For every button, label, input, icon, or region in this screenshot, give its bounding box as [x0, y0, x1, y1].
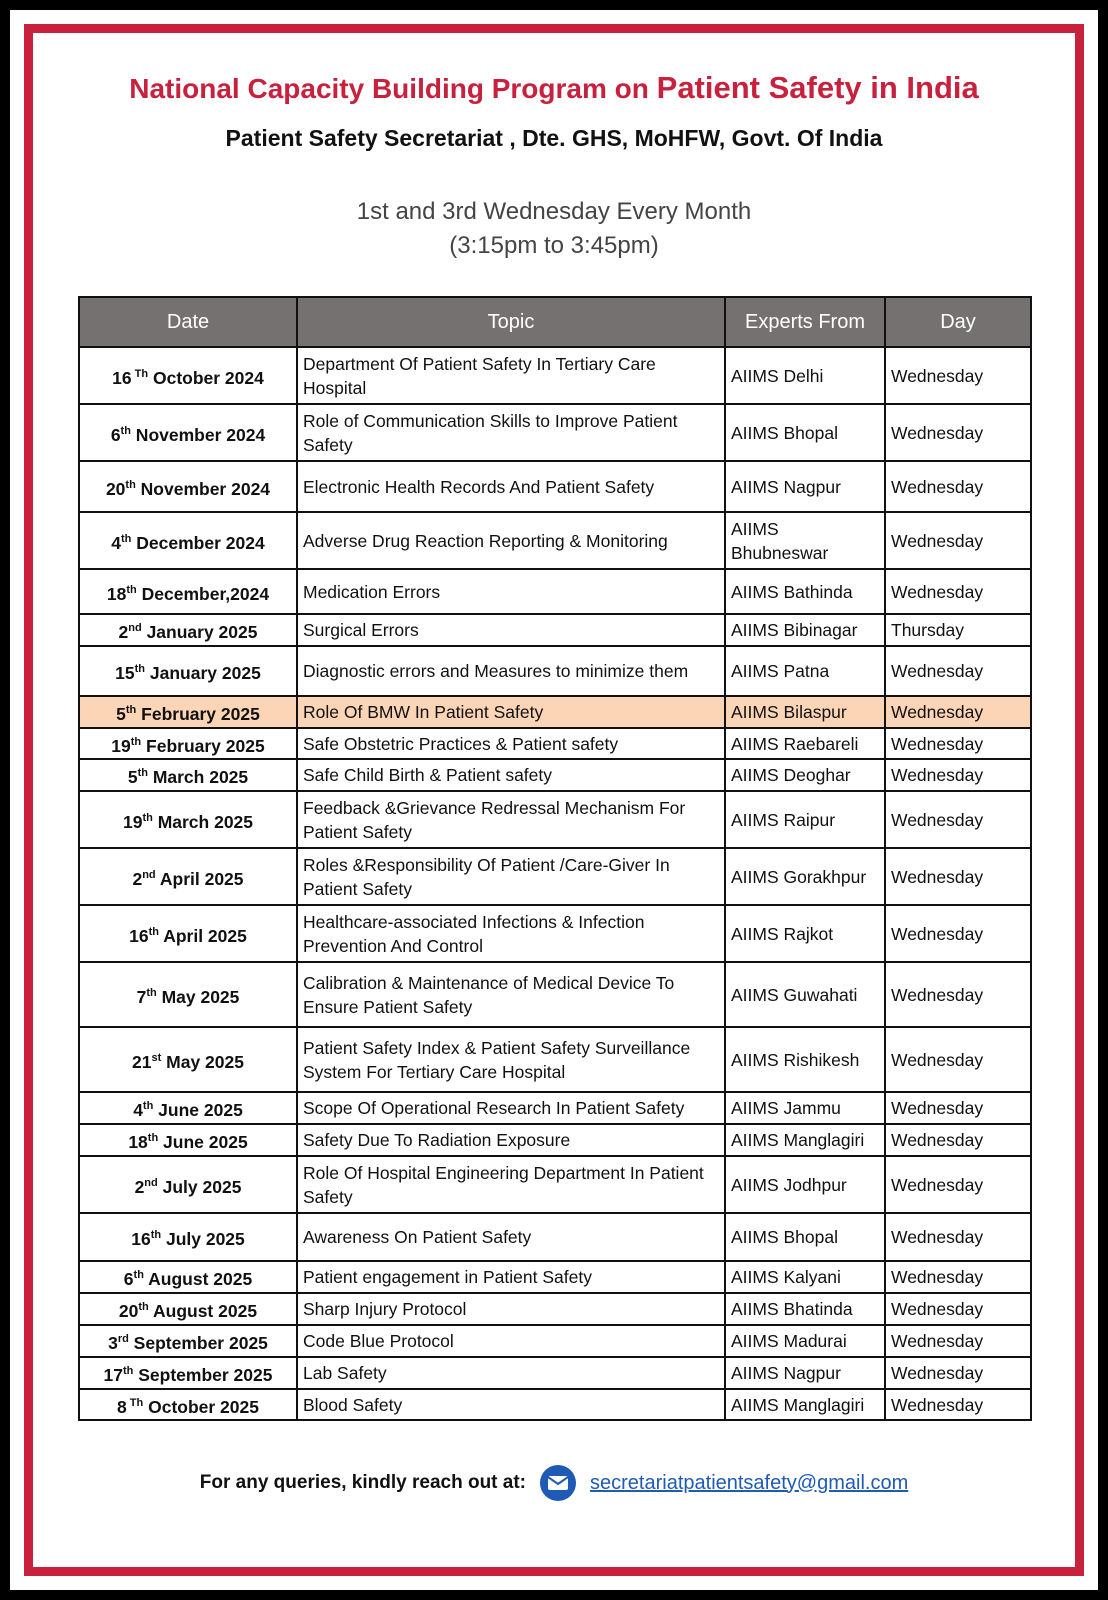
- date-suffix: th: [126, 583, 137, 596]
- date-month-year: October 2025: [143, 1396, 259, 1417]
- date-day: 19: [122, 811, 143, 832]
- table-row: [79, 905, 1031, 962]
- table-row: [79, 728, 1031, 760]
- table-row: [79, 962, 1031, 1027]
- cell-date: [79, 1325, 297, 1357]
- date-day: 20: [118, 1300, 139, 1321]
- cell-day: Wednesday: [885, 646, 1031, 696]
- cell-day: Wednesday: [885, 962, 1031, 1027]
- date-suffix: th: [137, 767, 148, 780]
- table-row: [79, 347, 1031, 404]
- cell-experts: AIIMS Madurai: [725, 1325, 885, 1357]
- schedule-line-1: 1st and 3rd Wednesday Every Month: [356, 198, 752, 225]
- table-row: [79, 1027, 1031, 1092]
- cell-topic: Adverse Drug Reaction Reporting & Monitoring: [297, 512, 725, 569]
- date-day: 18: [106, 583, 127, 604]
- date-day: 2: [118, 621, 129, 642]
- cell-date: [79, 1156, 297, 1213]
- date-day: 15: [115, 662, 135, 683]
- date-day: 6: [110, 424, 121, 445]
- date-day: 5: [127, 767, 138, 788]
- col-header-date: Date: [79, 297, 297, 347]
- table-row: [79, 614, 1031, 646]
- cell-experts: AIIMS Jodhpur: [725, 1156, 885, 1213]
- cell-day: Wednesday: [885, 1357, 1031, 1389]
- date-month-year: July 2025: [157, 1176, 242, 1197]
- cell-date: [79, 1389, 297, 1421]
- cell-day: Wednesday: [885, 728, 1031, 760]
- cell-date: [79, 347, 297, 404]
- cell-date: [79, 962, 297, 1027]
- cell-day: Wednesday: [885, 1213, 1031, 1261]
- cell-day: Wednesday: [885, 1092, 1031, 1124]
- page-subtitle: Patient Safety Secretariat , Dte. GHS, MoHFW, Govt. Of India: [225, 125, 883, 151]
- date-month-year: February 2025: [136, 703, 260, 724]
- cell-topic: Safety Due To Radiation Exposure: [297, 1124, 725, 1156]
- date-suffix: th: [125, 703, 137, 716]
- cell-day: Wednesday: [885, 759, 1031, 791]
- cell-day: Wednesday: [885, 569, 1031, 614]
- cell-date: [79, 696, 297, 728]
- cell-day: Thursday: [885, 614, 1031, 646]
- col-header-day: Day: [885, 297, 1031, 347]
- date-suffix: th: [142, 1100, 154, 1113]
- cell-topic: Code Blue Protocol: [297, 1325, 725, 1357]
- cell-day: Wednesday: [885, 1261, 1031, 1293]
- date-day: 19: [111, 735, 131, 756]
- cell-day: Wednesday: [885, 1156, 1031, 1213]
- cell-date: [79, 1092, 297, 1124]
- cell-experts: AIIMS Bilaspur: [725, 696, 885, 728]
- cell-date: [79, 791, 297, 848]
- table-row: [79, 512, 1031, 569]
- schedule-table: [78, 296, 1032, 1421]
- cell-experts: AIIMS Rishikesh: [725, 1027, 885, 1092]
- cell-date: [79, 646, 297, 696]
- cell-topic: Surgical Errors: [297, 614, 725, 646]
- cell-topic: Role Of BMW In Patient Safety: [297, 696, 725, 728]
- page: [10, 10, 1098, 1590]
- date-month-year: April 2025: [158, 925, 247, 946]
- date-month-year: May 2025: [156, 986, 240, 1007]
- date-suffix: nd: [128, 622, 142, 634]
- cell-topic: Electronic Health Records And Patient Safety: [297, 461, 725, 512]
- cell-date: [79, 512, 297, 569]
- cell-date: [79, 614, 297, 646]
- cell-topic: Department Of Patient Safety In Tertiary Care Hospital: [297, 347, 725, 404]
- date-suffix: th: [134, 662, 146, 675]
- col-header-experts: Experts From: [725, 297, 885, 347]
- date-day: 18: [128, 1132, 148, 1153]
- page-title: [10, 70, 1098, 106]
- cell-date: [79, 1027, 297, 1092]
- cell-experts: AIIMS Nagpur: [725, 1357, 885, 1389]
- date-suffix: th: [121, 532, 132, 545]
- date-suffix: th: [142, 811, 153, 824]
- date-suffix: Th: [131, 367, 149, 380]
- date-suffix: th: [150, 1229, 162, 1242]
- cell-date: [79, 461, 297, 512]
- date-day: 16: [131, 1229, 151, 1250]
- cell-topic: Blood Safety: [297, 1389, 725, 1421]
- cell-topic: Diagnostic errors and Measures to minimize them: [297, 646, 725, 696]
- date-month-year: November 2024: [135, 478, 271, 499]
- schedule-info: [10, 195, 1098, 263]
- table-row: [79, 1213, 1031, 1261]
- table-row: [79, 1124, 1031, 1156]
- cell-experts: AIIMS Manglagiri: [725, 1389, 885, 1421]
- cell-date: [79, 728, 297, 760]
- cell-experts: AIIMS Bathinda: [725, 569, 885, 614]
- cell-date: [79, 569, 297, 614]
- date-month-year: April 2025: [155, 868, 244, 889]
- title-part1: National Capacity Building Program on: [129, 73, 649, 104]
- table-row: [79, 1293, 1031, 1325]
- email-link[interactable]: secretariatpatientsafety@gmail.com: [590, 1471, 909, 1494]
- date-suffix: Th: [126, 1396, 144, 1409]
- cell-topic: Feedback &Grievance Redressal Mechanism For Patient Safety: [297, 791, 725, 848]
- cell-topic: Role Of Hospital Engineering Department In Patient Safety: [297, 1156, 725, 1213]
- cell-date: [79, 905, 297, 962]
- date-day: 16: [112, 367, 132, 388]
- date-day: 2: [132, 868, 143, 889]
- cell-experts: AIIMS Nagpur: [725, 461, 885, 512]
- cell-experts: AIIMS Bhatinda: [725, 1293, 885, 1325]
- cell-experts: AIIMS Delhi: [725, 347, 885, 404]
- table-row: [79, 461, 1031, 512]
- table-row: [79, 1092, 1031, 1124]
- mail-icon: [540, 1465, 576, 1501]
- date-suffix: rd: [117, 1332, 129, 1345]
- table-body: [79, 347, 1031, 1420]
- date-day: 16: [129, 925, 149, 946]
- cell-experts: AIIMS Deoghar: [725, 759, 885, 791]
- date-day: 4: [111, 532, 122, 553]
- cell-experts: AIIMS Bhopal: [725, 1213, 885, 1261]
- date-month-year: July 2025: [161, 1229, 245, 1250]
- date-month-year: March 2025: [147, 767, 249, 788]
- date-month-year: December,2024: [136, 583, 270, 604]
- cell-date: [79, 1357, 297, 1389]
- cell-topic: Calibration & Maintenance of Medical Device To Ensure Patient Safety: [297, 962, 725, 1027]
- date-month-year: February 2025: [141, 735, 265, 756]
- date-day: 2: [134, 1176, 145, 1197]
- table-row: [79, 848, 1031, 905]
- date-suffix: th: [147, 1132, 159, 1145]
- schedule-line-2: (3:15pm to 3:45pm): [449, 232, 659, 259]
- date-suffix: th: [148, 925, 159, 938]
- date-suffix: th: [146, 986, 157, 999]
- cell-topic: Roles &Responsibility Of Patient /Care-Giver In Patient Safety: [297, 848, 725, 905]
- date-month-year: December 2024: [131, 532, 265, 553]
- date-suffix: th: [133, 1269, 144, 1282]
- date-month-year: March 2025: [152, 811, 254, 832]
- cell-day: Wednesday: [885, 347, 1031, 404]
- cell-day: Wednesday: [885, 791, 1031, 848]
- date-month-year: August 2025: [148, 1300, 258, 1321]
- date-day: 3: [108, 1332, 118, 1353]
- cell-experts: AIIMS Bibinagar: [725, 614, 885, 646]
- cell-topic: Sharp Injury Protocol: [297, 1293, 725, 1325]
- date-month-year: May 2025: [161, 1051, 244, 1072]
- cell-experts: AIIMS Patna: [725, 646, 885, 696]
- table-row: [79, 1357, 1031, 1389]
- cell-date: [79, 1261, 297, 1293]
- table-row: [79, 1325, 1031, 1357]
- cell-day: Wednesday: [885, 905, 1031, 962]
- date-suffix: nd: [144, 1176, 158, 1189]
- table-row: [79, 1156, 1031, 1213]
- date-month-year: October 2024: [148, 367, 264, 388]
- table-row: [79, 791, 1031, 848]
- cell-experts: AIIMS Jammu: [725, 1092, 885, 1124]
- table-row: [79, 759, 1031, 791]
- table-header-row: [79, 297, 1031, 347]
- col-header-topic: Topic: [297, 297, 725, 347]
- table-row: [79, 404, 1031, 461]
- date-suffix: th: [138, 1301, 149, 1314]
- cell-day: Wednesday: [885, 461, 1031, 512]
- cell-day: Wednesday: [885, 696, 1031, 728]
- date-suffix: nd: [142, 868, 156, 881]
- cell-topic: Awareness On Patient Safety: [297, 1213, 725, 1261]
- table-row: [79, 646, 1031, 696]
- date-month-year: August 2025: [143, 1269, 253, 1290]
- date-day: 21: [132, 1051, 152, 1072]
- footer-query-text: For any queries, kindly reach out at:: [199, 1472, 527, 1493]
- date-month-year: November 2024: [130, 424, 266, 445]
- date-day: 20: [105, 478, 126, 499]
- cell-topic: Safe Obstetric Practices & Patient safety: [297, 728, 725, 760]
- cell-day: Wednesday: [885, 1124, 1031, 1156]
- cell-topic: Medication Errors: [297, 569, 725, 614]
- cell-day: Wednesday: [885, 1293, 1031, 1325]
- footer: [10, 1465, 1098, 1501]
- cell-date: [79, 1293, 297, 1325]
- cell-experts: AIIMS Rajkot: [725, 905, 885, 962]
- date-suffix: th: [120, 424, 131, 437]
- table-row: [79, 1261, 1031, 1293]
- cell-experts: AIIMS Kalyani: [725, 1261, 885, 1293]
- date-suffix: th: [130, 735, 142, 748]
- cell-experts: AIIMS Bhubneswar: [725, 512, 885, 569]
- cell-topic: Patient engagement in Patient Safety: [297, 1261, 725, 1293]
- cell-topic: Safe Child Birth & Patient safety: [297, 759, 725, 791]
- date-day: 17: [103, 1364, 123, 1385]
- cell-experts: AIIMS Guwahati: [725, 962, 885, 1027]
- cell-day: Wednesday: [885, 1027, 1031, 1092]
- cell-day: Wednesday: [885, 512, 1031, 569]
- date-month-year: June 2025: [153, 1100, 243, 1121]
- cell-date: [79, 848, 297, 905]
- date-day: 7: [136, 986, 147, 1007]
- cell-topic: Healthcare-associated Infections & Infection Prevention And Control: [297, 905, 725, 962]
- cell-day: Wednesday: [885, 1389, 1031, 1421]
- cell-experts: AIIMS Gorakhpur: [725, 848, 885, 905]
- cell-experts: AIIMS Raebareli: [725, 728, 885, 760]
- date-day: 8: [117, 1396, 127, 1417]
- cell-date: [79, 759, 297, 791]
- date-day: 5: [116, 703, 126, 724]
- date-suffix: th: [122, 1364, 134, 1377]
- cell-topic: Patient Safety Index & Patient Safety Surveillance System For Tertiary Care Hospital: [297, 1027, 725, 1092]
- cell-topic: Scope Of Operational Research In Patient Safety: [297, 1092, 725, 1124]
- date-month-year: September 2025: [128, 1332, 268, 1353]
- date-suffix: st: [151, 1051, 162, 1064]
- cell-day: Wednesday: [885, 848, 1031, 905]
- date-month-year: September 2025: [133, 1364, 273, 1385]
- date-day: 4: [133, 1100, 143, 1121]
- table-row: [79, 1389, 1031, 1421]
- table-row: [79, 569, 1031, 614]
- date-month-year: January 2025: [141, 621, 258, 642]
- cell-date: [79, 1213, 297, 1261]
- date-suffix: th: [125, 478, 136, 491]
- cell-day: Wednesday: [885, 404, 1031, 461]
- cell-date: [79, 1124, 297, 1156]
- cell-topic: Lab Safety: [297, 1357, 725, 1389]
- title-part2: Patient Safety in India: [656, 70, 979, 105]
- cell-day: Wednesday: [885, 1325, 1031, 1357]
- table-row: [79, 696, 1031, 728]
- cell-experts: AIIMS Raipur: [725, 791, 885, 848]
- cell-experts: AIIMS Bhopal: [725, 404, 885, 461]
- cell-date: [79, 404, 297, 461]
- date-month-year: June 2025: [158, 1132, 248, 1153]
- cell-topic: Role of Communication Skills to Improve Patient Safety: [297, 404, 725, 461]
- cell-experts: AIIMS Manglagiri: [725, 1124, 885, 1156]
- date-day: 6: [123, 1269, 134, 1290]
- date-month-year: January 2025: [145, 662, 261, 683]
